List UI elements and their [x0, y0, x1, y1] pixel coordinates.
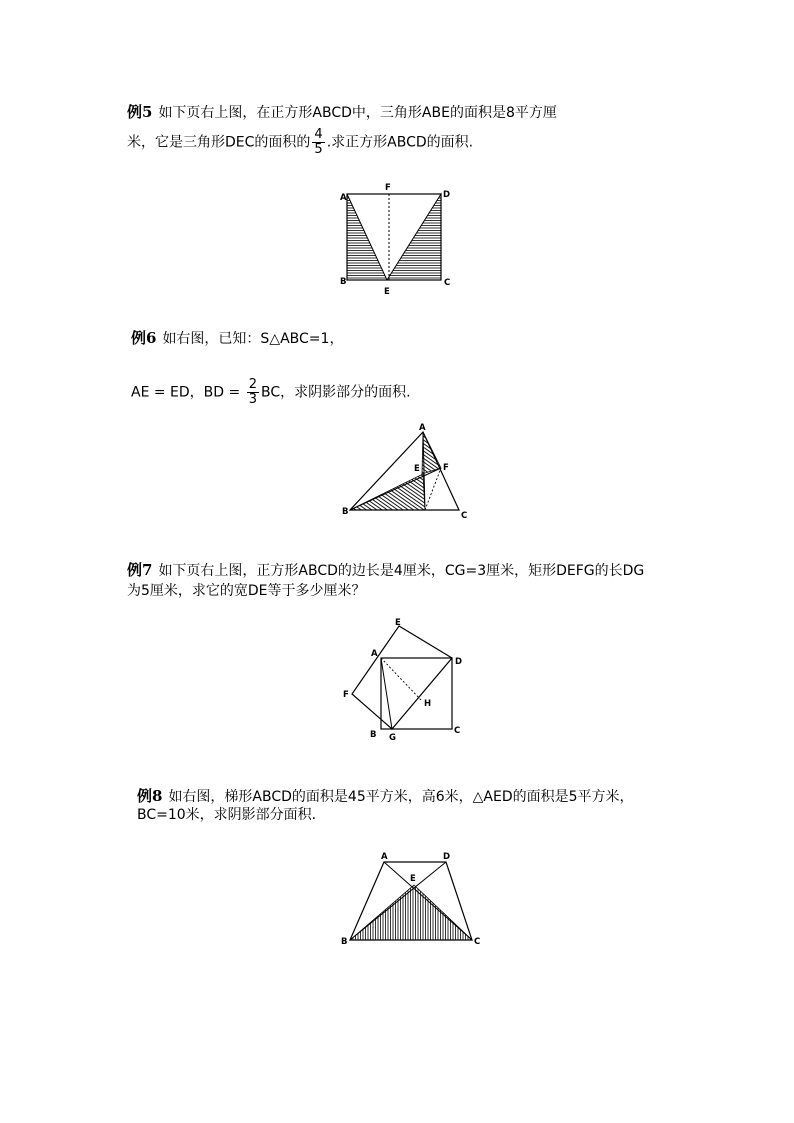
ex6-shaded-top: [422, 432, 441, 474]
ex7-point-C: C: [454, 726, 461, 736]
ex6-text1: 如右图，已知：S△ABC=1，: [162, 331, 344, 347]
ex6-line1: [131, 329, 343, 348]
ex6-point-F: F: [443, 463, 449, 473]
ex5-frac-den: 5: [314, 142, 323, 157]
ex8-label: 例8: [137, 787, 163, 805]
ex5-shaded-right: [387, 194, 441, 280]
ex7-rectangle-DEFG: [352, 626, 452, 729]
ex7-point-F: F: [343, 690, 349, 700]
ex6-line2: [131, 378, 411, 407]
ex7-figure: [335, 615, 470, 745]
ex5-point-E: E: [384, 287, 390, 297]
ex7-line-AG: [381, 658, 392, 729]
ex6-text2a: AE = ED，BD =: [131, 384, 245, 401]
ex5-label: 例5: [127, 103, 153, 121]
ex7-point-G: G: [389, 733, 396, 743]
ex7-line1: [127, 561, 644, 580]
ex8-point-B: B: [341, 937, 348, 947]
ex6-frac-num: 2: [248, 377, 257, 392]
ex8-text2: BC=10米，求阴影部分面积.: [137, 807, 317, 823]
ex5-figure: [330, 180, 460, 300]
ex7-square-ABCD: [381, 658, 452, 729]
ex7-point-D: D: [455, 657, 463, 667]
ex6-frac-den: 3: [248, 392, 257, 407]
ex5-shaded-left: [347, 194, 387, 280]
ex5-fraction: [312, 128, 324, 157]
ex7-point-H: H: [424, 699, 432, 709]
ex6-point-B: B: [342, 507, 349, 517]
ex8-point-C: C: [474, 937, 481, 947]
ex5-frac-num: 4: [314, 127, 323, 142]
ex5-line1: [127, 103, 557, 122]
ex8-line1: [137, 787, 634, 806]
ex6-fraction: [247, 378, 259, 407]
ex5-text2a: 米，它是三角形DEC的面积的: [127, 134, 311, 151]
ex8-figure: [335, 845, 490, 950]
ex5-point-D: D: [443, 190, 451, 200]
ex5-point-F: F: [385, 183, 391, 193]
ex7-text2: 为5厘米，求它的宽DE等于多少厘米？: [127, 583, 366, 599]
ex7-point-B: B: [370, 730, 377, 740]
ex8-text1: 如右图，梯形ABCD的面积是45平方米，高6米，△AED的面积是5平方米，: [168, 789, 634, 805]
ex5-text2b: .求正方形ABCD的面积.: [326, 134, 474, 151]
ex5-point-B: B: [340, 277, 347, 287]
ex6-text2b: BC，求阴影部分的面积.: [260, 384, 411, 401]
ex6-point-E: E: [414, 464, 420, 474]
ex6-point-A: A: [419, 423, 426, 433]
ex7-point-A: A: [371, 649, 378, 659]
ex6-figure: [338, 420, 473, 525]
ex5-point-C: C: [444, 278, 451, 288]
ex8-line2: [137, 806, 316, 824]
ex7-label: 例7: [127, 561, 153, 579]
ex6-label: 例6: [131, 329, 157, 347]
ex5-line2: [127, 128, 473, 157]
ex8-point-D: D: [443, 852, 451, 862]
ex7-text1: 如下页右上图，正方形ABCD的边长是4厘米，CG=3厘米，矩形DEFG的长DG: [158, 563, 645, 579]
ex8-shaded-triangle-BEC: [350, 885, 472, 940]
ex8-point-E: E: [410, 874, 416, 884]
ex8-point-A: A: [381, 852, 388, 862]
ex5-text1: 如下页右上图，在正方形ABCD中，三角形ABE的面积是8平方厘: [158, 105, 557, 121]
ex7-point-E: E: [395, 618, 401, 628]
ex7-line2: [127, 582, 366, 600]
ex5-point-A: A: [340, 193, 347, 203]
ex6-point-C: C: [461, 511, 468, 521]
